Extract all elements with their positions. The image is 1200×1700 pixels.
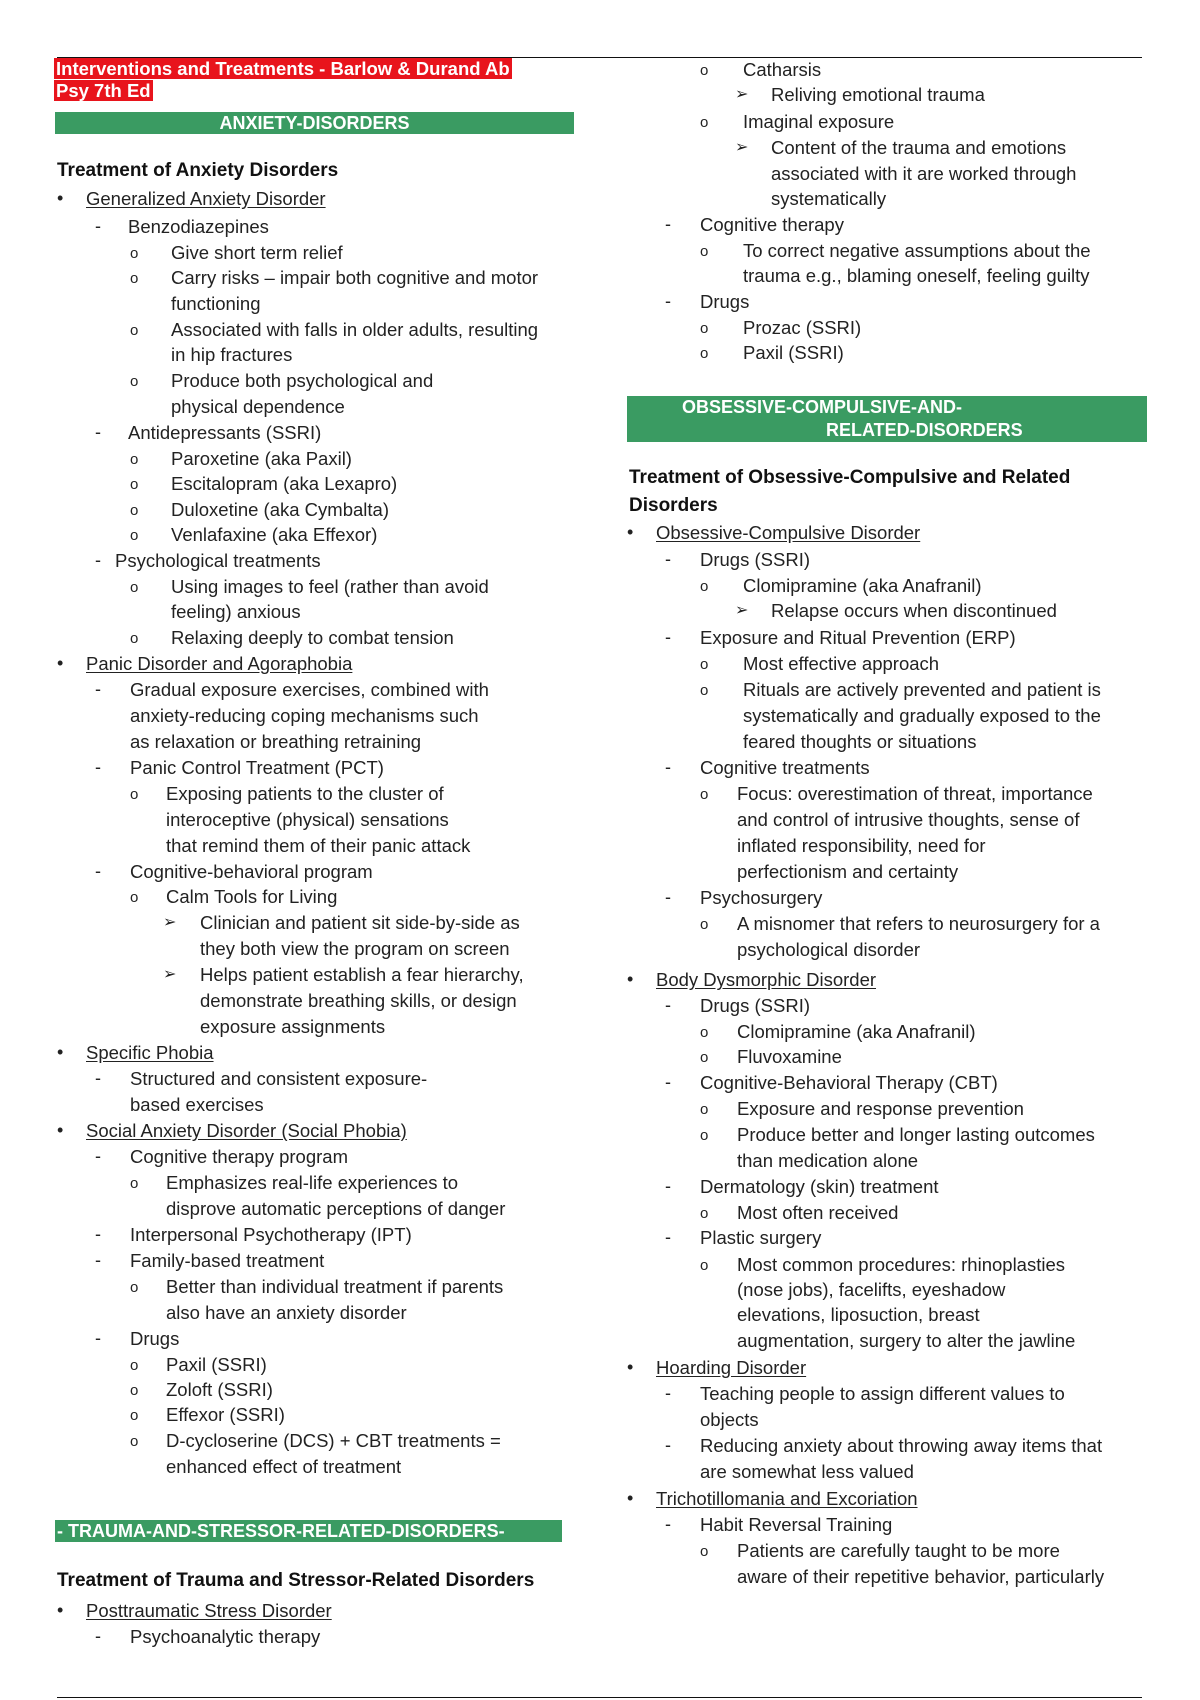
dash-marker-icon: - (95, 1146, 101, 1166)
left-text-line: Helps patient establish a fear hierarchy, (200, 964, 524, 985)
left-text-line: Panic Control Treatment (PCT) (130, 757, 384, 778)
dash-marker-icon: - (665, 1227, 671, 1247)
trauma-title: Treatment of Trauma and Stressor-Related Disorders (57, 1570, 535, 1591)
left-text-line: enhanced effect of treatment (166, 1456, 402, 1477)
bullet-circle-icon: o (130, 502, 139, 519)
right-text-line: A misnomer that refers to neurosurgery for a (737, 913, 1100, 934)
bullet-circle-icon: o (700, 62, 709, 79)
left-text-line: Paroxetine (aka Paxil) (171, 448, 352, 469)
left-text-line: interoceptive (physical) sensations (166, 809, 449, 830)
right-text-line: Drugs (SSRI) (700, 995, 810, 1016)
left-text-line: Duloxetine (aka Cymbalta) (171, 499, 389, 520)
right-text-line: Cognitive treatments (700, 757, 870, 778)
left-text-line: they both view the program on screen (200, 938, 510, 959)
dash-marker-icon: - (95, 1068, 101, 1088)
right-text-line: Reliving emotional trauma (771, 84, 985, 105)
left-text-line: D-cycloserine (DCS) + CBT treatments = (166, 1430, 501, 1451)
left-text-line: Generalized Anxiety Disorder (86, 188, 326, 209)
bullet-circle-icon: o (130, 1357, 139, 1374)
ocd-band-line-1: OBSESSIVE-COMPULSIVE-AND- (682, 397, 963, 417)
left-text-line: Escitalopram (aka Lexapro) (171, 473, 398, 494)
bullet-disc-icon: • (57, 653, 64, 673)
right-text-line: Obsessive-Compulsive Disorder (656, 522, 921, 543)
bullet-circle-icon: o (700, 1049, 709, 1066)
bullet-circle-icon: o (700, 243, 709, 260)
ocd-title-line-2: Disorders (629, 495, 718, 516)
left-text-line: disprove automatic perceptions of danger (166, 1198, 506, 1219)
anxiety-title: Treatment of Anxiety Disorders (57, 160, 339, 181)
bullet-circle-icon: o (130, 476, 139, 493)
left-text-line: based exercises (130, 1094, 264, 1115)
left-text-line: feeling) anxious (171, 601, 301, 622)
left-text-line: Psychoanalytic therapy (130, 1626, 321, 1647)
right-text-line: Content of the trauma and emotions (771, 137, 1067, 158)
right-text-line: Imaginal exposure (743, 111, 895, 132)
bullet-disc-icon: • (627, 1357, 634, 1377)
right-text-line: Clomipramine (aka Anafranil) (743, 575, 982, 596)
bullet-disc-icon: • (57, 1120, 64, 1140)
bullet-circle-icon: o (700, 682, 709, 699)
bullet-circle-icon: o (700, 114, 709, 131)
right-text-line: Habit Reversal Training (700, 1514, 893, 1535)
left-text-line: Relaxing deeply to combat tension (171, 627, 454, 648)
trauma-band-text: - TRAUMA-AND-STRESSOR-RELATED-DISORDERS- (57, 1521, 505, 1541)
right-text-line: Rituals are actively prevented and patient is (743, 679, 1101, 700)
bullet-circle-icon: o (130, 579, 139, 596)
bullet-circle-icon: o (130, 889, 139, 906)
dash-marker-icon: - (95, 861, 101, 881)
right-text-line: elevations, liposuction, breast (737, 1304, 980, 1325)
bullet-disc-icon: • (57, 1600, 64, 1620)
bullet-circle-icon: o (700, 320, 709, 337)
ocd-band (627, 396, 1147, 442)
left-text-line: Exposing patients to the cluster of (166, 783, 444, 804)
right-text-line: trauma e.g., blaming oneself, feeling guilty (743, 265, 1090, 286)
dash-marker-icon: - (95, 216, 101, 236)
header-line-2: Psy 7th Ed (56, 80, 151, 101)
anxiety-band (55, 112, 574, 134)
left-text-line: Better than individual treatment if parents (166, 1276, 504, 1297)
right-text-line: inflated responsibility, need for (737, 835, 986, 856)
bullet-circle-icon: o (700, 1127, 709, 1144)
right-text-line: and control of intrusive thoughts, sense of (737, 809, 1080, 830)
dash-marker-icon: - (665, 1176, 671, 1196)
right-text-line: Hoarding Disorder (656, 1357, 807, 1378)
left-text-line: Family-based treatment (130, 1250, 325, 1271)
bullet-circle-icon: o (700, 786, 709, 803)
bullet-circle-icon: o (130, 1175, 139, 1192)
dash-marker-icon: - (95, 550, 101, 570)
right-text-line: Relapse occurs when discontinued (771, 600, 1057, 621)
document-header (54, 58, 564, 102)
right-text-line: Produce better and longer lasting outcomes (737, 1124, 1095, 1145)
right-text-line: augmentation, surgery to alter the jawline (737, 1330, 1076, 1351)
dash-marker-icon: - (665, 757, 671, 777)
dash-marker-icon: - (665, 887, 671, 907)
left-text-line: Panic Disorder and Agoraphobia (86, 653, 353, 674)
left-text-line: Produce both psychological and (171, 370, 434, 391)
bullet-circle-icon: o (700, 578, 709, 595)
bullet-circle-icon: o (130, 270, 139, 287)
right-text-line: Most common procedures: rhinoplasties (737, 1254, 1066, 1275)
bullet-circle-icon: o (700, 1543, 709, 1560)
dash-marker-icon: - (665, 627, 671, 647)
left-text-line: Social Anxiety Disorder (Social Phobia) (86, 1120, 407, 1141)
right-text-line: feared thoughts or situations (743, 731, 977, 752)
right-text-line: Cognitive therapy (700, 214, 844, 235)
right-text-line: Clomipramine (aka Anafranil) (737, 1021, 976, 1042)
right-text-line: Fluvoxamine (737, 1046, 842, 1067)
bullet-disc-icon: • (627, 969, 634, 989)
bullet-circle-icon: o (130, 1433, 139, 1450)
dash-marker-icon: - (95, 1626, 101, 1646)
bullet-circle-icon: o (700, 1257, 709, 1274)
anxiety-band-text: ANXIETY-DISORDERS (219, 113, 410, 133)
bullet-circle-icon: o (130, 1382, 139, 1399)
bullet-disc-icon: • (627, 1488, 634, 1508)
arrow-bullet-icon: ➢ (735, 602, 749, 619)
dash-marker-icon: - (665, 1435, 671, 1455)
right-text-line: Cognitive-Behavioral Therapy (CBT) (700, 1072, 998, 1093)
bullet-circle-icon: o (130, 1279, 139, 1296)
arrow-bullet-icon: ➢ (735, 86, 749, 103)
left-text-line: physical dependence (171, 396, 345, 417)
right-text-line: Plastic surgery (700, 1227, 822, 1248)
bullet-circle-icon: o (700, 656, 709, 673)
dash-marker-icon: - (665, 291, 671, 311)
right-text-line: psychological disorder (737, 939, 921, 960)
trauma-band (55, 1520, 562, 1542)
left-text-line: in hip fractures (171, 344, 293, 365)
dash-marker-icon: - (95, 1250, 101, 1270)
right-text-line: are somewhat less valued (700, 1461, 914, 1482)
left-text-line: Cognitive-behavioral program (130, 861, 373, 882)
right-text-line: Psychosurgery (700, 887, 823, 908)
header-line-1: Interventions and Treatments - Barlow & Durand Ab (56, 58, 510, 79)
bullet-circle-icon: o (700, 1205, 709, 1222)
bullet-circle-icon: o (130, 630, 139, 647)
left-text-line: Emphasizes real-life experiences to (166, 1172, 459, 1193)
left-text-line: Give short term relief (171, 242, 343, 263)
dash-marker-icon: - (95, 422, 101, 442)
dash-marker-icon: - (95, 757, 101, 777)
right-text-line: systematically and gradually exposed to the (743, 705, 1101, 726)
right-text-line: aware of their repetitive behavior, particularly (737, 1566, 1105, 1587)
dash-marker-icon: - (665, 1072, 671, 1092)
dash-marker-icon: - (665, 1514, 671, 1534)
right-text-line: To correct negative assumptions about the (743, 240, 1091, 261)
right-text-line: Exposure and response prevention (737, 1098, 1024, 1119)
left-text-line: anxiety-reducing coping mechanisms such (130, 705, 479, 726)
right-text-line: Patients are carefully taught to be more (737, 1540, 1060, 1561)
left-text-line: also have an anxiety disorder (166, 1302, 407, 1323)
bullet-disc-icon: • (57, 188, 64, 208)
dash-marker-icon: - (665, 214, 671, 234)
right-text-line: Exposure and Ritual Prevention (ERP) (700, 627, 1016, 648)
dash-marker-icon: - (95, 1328, 101, 1348)
bullet-disc-icon: • (627, 522, 634, 542)
dash-marker-icon: - (665, 1383, 671, 1403)
right-text-line: Dermatology (skin) treatment (700, 1176, 939, 1197)
bullet-circle-icon: o (130, 451, 139, 468)
left-text-line: Clinician and patient sit side-by-side as (200, 912, 520, 933)
left-text-line: Gradual exposure exercises, combined with (130, 679, 489, 700)
left-text-line: Associated with falls in older adults, resulting (171, 319, 539, 340)
left-text-line: Antidepressants (SSRI) (128, 422, 322, 443)
bullet-disc-icon: • (57, 1042, 64, 1062)
bullet-circle-icon: o (700, 916, 709, 933)
left-text-line: Cognitive therapy program (130, 1146, 348, 1167)
ocd-band-line-2: RELATED-DISORDERS (826, 420, 1023, 440)
bullet-circle-icon: o (130, 245, 139, 262)
left-text-line: Carry risks – impair both cognitive and motor (171, 267, 539, 288)
left-text-line: as relaxation or breathing retraining (130, 731, 422, 752)
right-text-line: Trichotillomania and Excoriation (656, 1488, 918, 1509)
right-text-line: Paxil (SSRI) (743, 342, 844, 363)
dash-marker-icon: - (95, 1224, 101, 1244)
arrow-bullet-icon: ➢ (163, 914, 177, 931)
right-text-line: Drugs (700, 291, 750, 312)
left-text-line: Psychological treatments (115, 550, 321, 571)
left-text-line: functioning (171, 293, 261, 314)
bullet-circle-icon: o (700, 1024, 709, 1041)
left-text-line: Interpersonal Psychotherapy (IPT) (130, 1224, 412, 1245)
left-text-line: Drugs (130, 1328, 180, 1349)
right-text-line: Most effective approach (743, 653, 940, 674)
left-text-line: Benzodiazepines (128, 216, 269, 237)
dash-marker-icon: - (665, 549, 671, 569)
right-text-line: perfectionism and certainty (737, 861, 959, 882)
left-text-line: that remind them of their panic attack (166, 835, 471, 856)
bullet-circle-icon: o (130, 527, 139, 544)
left-text-line: Using images to feel (rather than avoid (171, 576, 489, 597)
right-text-line: than medication alone (737, 1150, 919, 1171)
left-text-line: Zoloft (SSRI) (166, 1379, 273, 1400)
bullet-circle-icon: o (700, 345, 709, 362)
left-text-line: exposure assignments (200, 1016, 386, 1037)
arrow-bullet-icon: ➢ (163, 966, 177, 983)
dash-marker-icon: - (665, 995, 671, 1015)
bullet-circle-icon: o (130, 1407, 139, 1424)
bullet-circle-icon: o (700, 1101, 709, 1118)
left-text-line: Posttraumatic Stress Disorder (86, 1600, 332, 1621)
left-text-line: Calm Tools for Living (166, 886, 338, 907)
dash-marker-icon: - (95, 679, 101, 699)
right-text-line: Most often received (737, 1202, 899, 1223)
right-text-line: Prozac (SSRI) (743, 317, 862, 338)
left-text-line: Structured and consistent exposure- (130, 1068, 428, 1089)
right-text-line: objects (700, 1409, 759, 1430)
left-text-line: Effexor (SSRI) (166, 1404, 285, 1425)
right-text-line: Teaching people to assign different values to (700, 1383, 1065, 1404)
left-text-line: Paxil (SSRI) (166, 1354, 267, 1375)
right-text-line: (nose jobs), facelifts, eyeshadow (737, 1279, 1006, 1300)
bullet-circle-icon: o (130, 373, 139, 390)
right-text-line: Catharsis (743, 59, 822, 80)
ocd-title-line-1: Treatment of Obsessive-Compulsive and Related (629, 467, 1071, 488)
right-text-line: systematically (771, 188, 887, 209)
bullet-circle-icon: o (130, 322, 139, 339)
right-text-line: Body Dysmorphic Disorder (656, 969, 877, 990)
left-text-line: demonstrate breathing skills, or design (200, 990, 517, 1011)
left-text-line: Venlafaxine (aka Effexor) (171, 524, 378, 545)
right-text-line: Reducing anxiety about throwing away items that (700, 1435, 1103, 1456)
bottom-rule (57, 1697, 1142, 1698)
left-text-line: Specific Phobia (86, 1042, 214, 1063)
arrow-bullet-icon: ➢ (735, 139, 749, 156)
right-text-line: associated with it are worked through (771, 163, 1077, 184)
right-text-line: Focus: overestimation of threat, importance (737, 783, 1093, 804)
bullet-circle-icon: o (130, 786, 139, 803)
right-text-line: Drugs (SSRI) (700, 549, 810, 570)
